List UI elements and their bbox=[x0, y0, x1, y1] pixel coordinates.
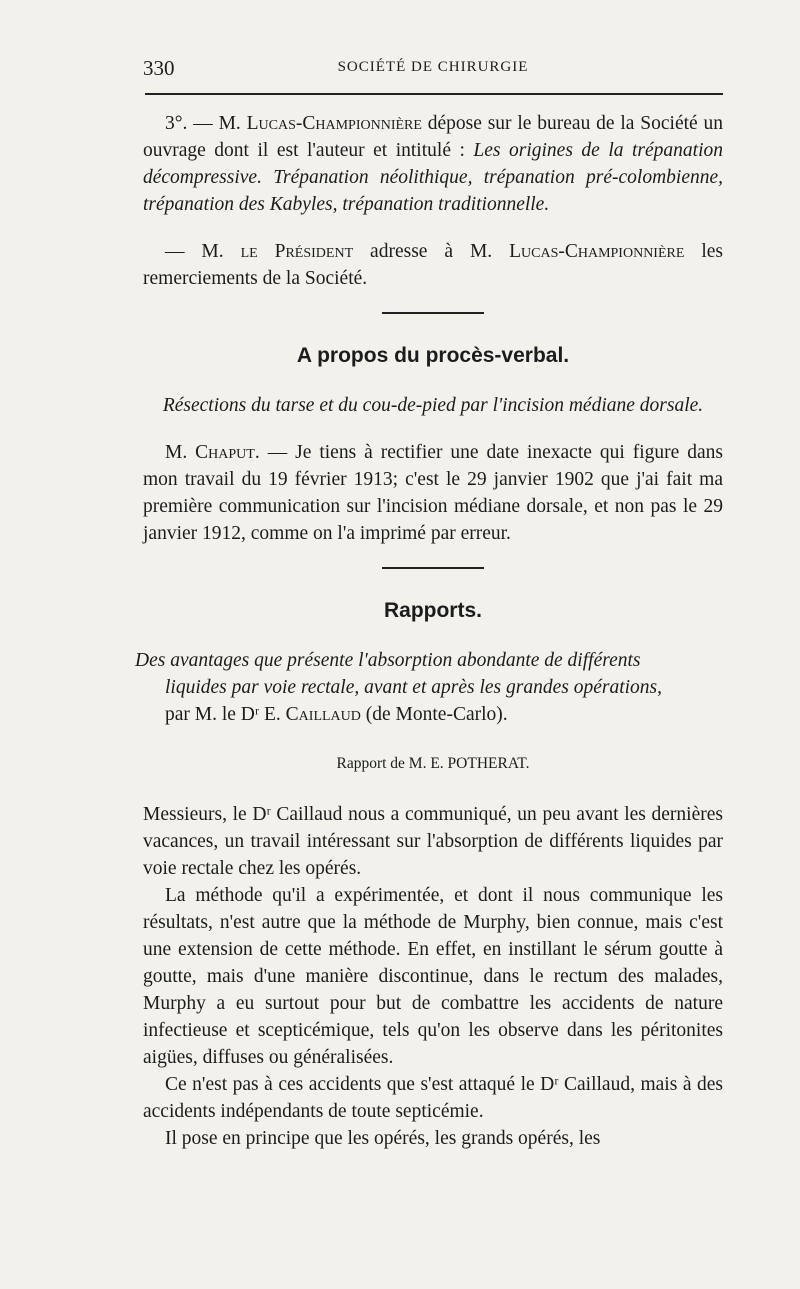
section-separator bbox=[382, 312, 484, 314]
item-number: 3°. — M. bbox=[165, 113, 247, 134]
section-separator bbox=[382, 567, 484, 569]
page-content bbox=[135, 110, 724, 1152]
author-name: Caillaud bbox=[285, 704, 361, 725]
report-paragraph: La méthode qu'il a expérimentée, et dont il nous communique les résultats, n'est autre que la méthode de Murphy, bien connue, mais c'est une extension de cette méthode. En effet, en instillant le sérum goutte à goutte, mais d'une manière discontinue, dans le rectum des malades, Murphy a eu surtout pour but de combattre les accidents de nature infectieuse et scepticémique, tels qu'on les observe dans les péritonites aigües, diffuses ou généralisées. bbox=[143, 885, 723, 1068]
report-body bbox=[143, 801, 723, 1152]
president-lead: — M. bbox=[165, 241, 241, 262]
president-paragraph bbox=[143, 238, 723, 292]
proces-verbal-subtitle: Résections du tarse et du cou-de-pied par l'incision médiane dorsale. bbox=[162, 395, 704, 416]
book-title: Les origines de la trépanation décompressive. Trépanation néolithique, trépanation pré-colombienne, trépanation des Kabyles, trépanation traditionnelle. bbox=[143, 140, 724, 215]
report-paragraph: Il pose en principe que les opérés, les grands opérés, les bbox=[165, 1128, 601, 1149]
president-addressee: Lucas-Championnière bbox=[509, 241, 685, 262]
report-paragraph: Ce n'est pas à ces accidents que s'est attaqué le Dʳ Caillaud, mais à des accidents indépendants de toute septicémie. bbox=[143, 1074, 723, 1122]
page-number: 330 bbox=[143, 56, 175, 80]
chaput-paragraph bbox=[143, 439, 723, 547]
report-title-line-1: Des avantages que présente l'absorption abondante de différents bbox=[135, 650, 641, 671]
author-name: Lucas-Championnière bbox=[246, 113, 422, 134]
speaker-prefix: M. bbox=[165, 442, 196, 463]
president-role: le Président bbox=[240, 241, 354, 262]
report-title-line-2: liquides par voie rectale, avant et après les grandes opérations, bbox=[165, 677, 662, 698]
chaput-text: . — Je tiens à rectifier une date inexacte qui figure dans mon travail du 19 février 1913; c'est le 29 janvier 1902 que j'ai fait ma première communication sur l'incision médiane dorsale, et non pas le 29 janvier 1912, comme on l'a imprimé par erreur. bbox=[143, 442, 723, 544]
proces-verbal-title: A propos du procès-verbal. bbox=[296, 344, 570, 367]
page-header bbox=[143, 56, 723, 86]
speaker-name: Chaput bbox=[195, 442, 255, 463]
header-rule bbox=[145, 93, 723, 95]
rapport-by: Rapport de M. E. POTHERAT. bbox=[336, 755, 530, 772]
item-3-paragraph bbox=[143, 110, 723, 218]
report-paragraph: Messieurs, le Dʳ Caillaud nous a communiqué, un peu avant les dernières vacances, un travail intéressant sur l'absorption de différents liquides par voie rectale chez les opérés. bbox=[143, 804, 723, 879]
report-title bbox=[135, 647, 723, 701]
item-text: dépose sur le bureau de la Société un ouvrage dont il est l'auteur et intitulé : bbox=[143, 113, 723, 161]
rapports-title: Rapports. bbox=[383, 599, 482, 622]
report-author bbox=[143, 701, 723, 728]
president-rest: les remerciements de la Société. bbox=[143, 241, 723, 289]
author-prefix: par M. le Dʳ E. bbox=[165, 704, 286, 725]
president-mid: adresse à M. bbox=[353, 241, 510, 262]
running-head: SOCIÉTÉ DE CHIRURGIE bbox=[337, 59, 529, 75]
author-suffix: (de Monte-Carlo). bbox=[360, 704, 508, 725]
